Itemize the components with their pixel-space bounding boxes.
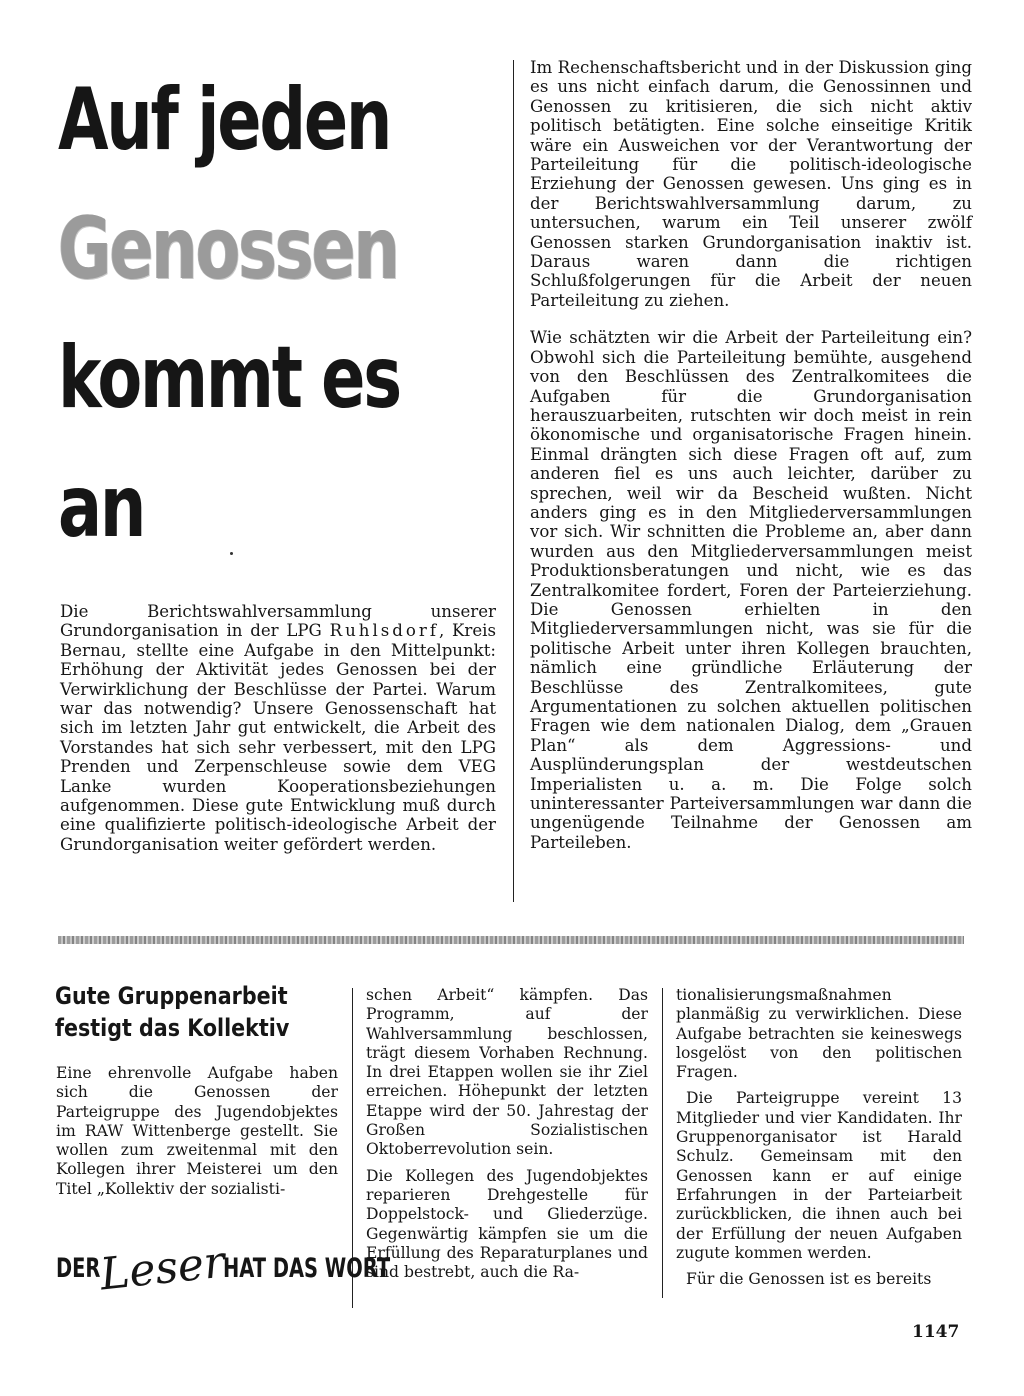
second-headline-line-2: festigt das Kollektiv: [55, 1014, 290, 1042]
column-divider-top: [513, 60, 514, 902]
second-article-column-2: [366, 986, 648, 1282]
intro-article-column: [60, 602, 496, 854]
intro-text-end: , Kreis Bernau, stellte eine Aufgabe in den Mittelpunkt: Erhöhung der Aktivität jedes Genossen bei der Verwirklichung der Beschlüsse der Partei. Warum war das notwendig? Unsere Genossenschaft hat sich im letzten Jahr gut entwickelt, die Arbeit des Vorstandes hat sich sehr verbessert, mit den LPG Prenden und Zerpenschleuse sowie dem VEG Lanke wurden Kooperationsbeziehungen aufgenommen. Diese gute Entwicklung muß durch eine qualifizierte politisch-ideologische Arbeit der Grundorganisation weiter gefördert werden.: [60, 621, 496, 854]
headline-line-3: kommt es: [58, 328, 400, 428]
intro-paragraph: [60, 602, 496, 854]
intro-text-start: Die Berichtswahlversammlung unserer Grundorganisation in der LPG: [60, 602, 496, 641]
page-number: 1147: [912, 1322, 960, 1342]
second-col3-paragraph-3: Für die Genossen ist es bereits: [686, 1270, 932, 1289]
leser-hat-das-wort-logo: [56, 1236, 390, 1300]
second-col3-paragraph-2: Die Parteigruppe vereint 13 Mitglieder und vier Kandidaten. Ihr Gruppenorganisator ist Harald Schulz. Gemeinsam mit den Genossen kann er auf einige Erfahrungen in der Parteiarbeit zurückblicken, die ihnen auch bei der Erfüllung der neuen Aufgaben zugute kommen werden.: [676, 1089, 962, 1262]
headline-line-1: Auf jeden: [58, 70, 391, 170]
logo-leser-script: Leser: [97, 1236, 227, 1300]
headline-line-2: Genossen: [58, 199, 398, 299]
second-col1-paragraph: Eine ehrenvolle Aufgabe haben sich die Genossen der Parteigruppe des Jugendobjektes im RAW Wittenberge gestellt. Sie wollen zum zweitenmal mit den Kollegen ihrer Meisterei um den Titel „Kollektiv der sozialisti-: [56, 1064, 338, 1198]
second-article-column-1: [56, 1064, 338, 1199]
section-divider: [58, 936, 964, 944]
headline-line-4: an: [58, 457, 145, 557]
second-col3-paragraph-1: tionalisierungsmaßnahmen planmäßig zu verwirklichen. Diese Aufgabe betrachten sie keineswegs losgelöst von den politischen Fragen.: [676, 986, 962, 1082]
second-article-headline: [55, 980, 313, 1044]
column-divider-bottom-right: [662, 988, 663, 1298]
right-paragraph-2: Wie schätzten wir die Arbeit der Parteileitung ein? Obwohl sich die Parteileitung bemühte, ausgehend von den Beschlüssen des Zentralkomitees die Aufgaben für die Grundorganisation herauszuarbeiten, rutschten wir doch meist in rein ökonomische und organisatorische Fragen hinein. Einmal drängten sich diese Fragen oft auf, zum anderen fiel es uns auch leichter, darüber zu sprechen, weil wir da Bescheid wußten. Nicht anders ging es in den Mitgliederversammlungen vor sich. Wir schnitten die Probleme an, aber dann wurden aus den Mitgliederversammlungen meist Produktionsberatungen und nicht, wie es das Zentralkomitee fordert, Foren der Parteierziehung. Die Genossen erhielten in den Mitgliederversammlungen nicht, was sie für die politische Arbeit unter ihren Kollegen brauchten, nämlich eine gründliche Erläuterung der Beschlüsse des Zentralkomitees, gute Argumentationen zu solchen aktuellen politischen Fragen wie dem nationalen Dialog, dem „Grauen Plan“ als dem Aggressions- und Ausplünderungsplan der westdeutschen Imperialisten u. a. m. Die Folge solch uninteressanter Parteiversammlungen war dann die ungenügende Teilnahme der Genossen am Parteileben.: [530, 328, 972, 852]
second-col2-paragraph-2: Die Kollegen des Jugendobjektes reparieren Drehgestelle für Doppelstock- und Gliederzüge. Gegenwärtig kämpfen sie um die Erfüllung des Reparaturplanes und sind bestrebt, auch die Ra-: [366, 1166, 648, 1282]
decorative-dot: [230, 552, 233, 555]
second-article-column-3: [676, 986, 962, 1289]
right-paragraph-1: Im Rechenschaftsbericht und in der Diskussion ging es uns nicht einfach darum, die Genossinnen und Genossen zu kritisieren, die sich nicht aktiv politisch betätigten. Eine solche einseitige Kritik wäre ein Ausweichen vor der Verantwortung der Parteileitung für die politisch-ideologische Erziehung der Genossen gewesen. Uns ging es in der Berichtswahlversammlung darum, zu untersuchen, warum ein Teil unserer zwölf Genossen starken Grundorganisation inaktiv ist. Daraus waren dann die richtigen Schlußfolgerungen für die Arbeit der neuen Parteileitung zu ziehen.: [530, 58, 972, 310]
right-article-column: [530, 58, 972, 852]
second-headline-line-1: Gute Gruppenarbeit: [55, 982, 288, 1010]
headline: [58, 56, 400, 572]
logo-hat-das-wort: HAT DAS WORT: [222, 1252, 390, 1284]
logo-der: DER: [56, 1252, 101, 1284]
second-col2-paragraph-1: schen Arbeit“ kämpfen. Das Programm, auf der Wahlversammlung beschlossen, trägt diesem Vorhaben Rechnung. In drei Etappen wollen sie ihr Ziel erreichen. Höhepunkt der letzten Etappe wird der 50. Jahrestag der Großen Sozialistischen Oktoberrevolution sein.: [366, 986, 648, 1159]
intro-place-name: Ruhlsdorf: [329, 621, 439, 641]
